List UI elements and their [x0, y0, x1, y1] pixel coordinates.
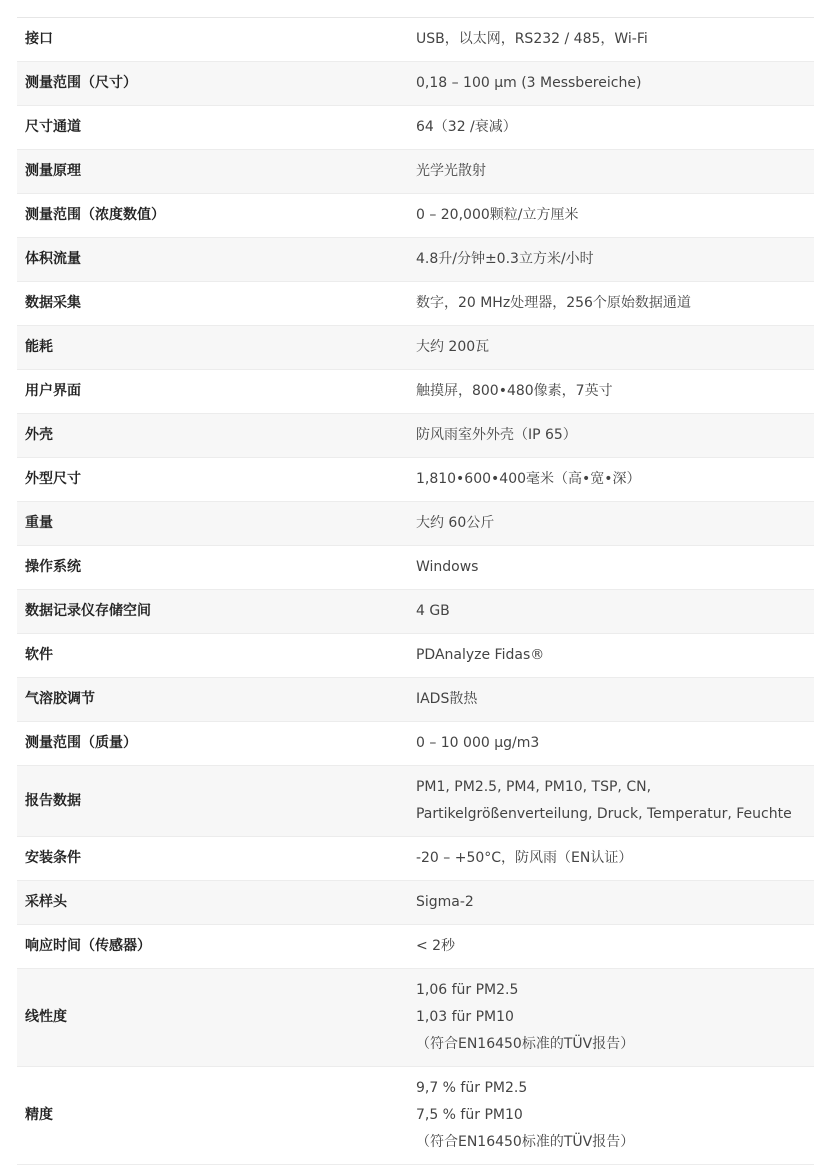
- spec-value: [408, 881, 814, 925]
- spec-row: [17, 326, 814, 370]
- spec-value-line: 0 – 20,000颗粒/立方厘米: [415, 207, 579, 223]
- spec-row: [17, 546, 814, 590]
- spec-label: 操作系统: [17, 546, 408, 590]
- spec-value: [408, 546, 814, 590]
- spec-row: [17, 238, 814, 282]
- spec-label: 线性度: [17, 969, 408, 1067]
- spec-label: 用户界面: [17, 370, 408, 414]
- spec-label: 数据记录仪存储空间: [17, 590, 408, 634]
- spec-row: [17, 590, 814, 634]
- spec-value: [408, 678, 814, 722]
- spec-label: 重量: [17, 502, 408, 546]
- spec-value-line: 4 GB: [415, 603, 450, 619]
- spec-label: 软件: [17, 634, 408, 678]
- spec-label: 体积流量: [17, 238, 408, 282]
- spec-value: [408, 590, 814, 634]
- spec-value-line: Windows: [415, 559, 479, 575]
- spec-value-line: 4.8升/分钟±0.3立方米/小时: [415, 251, 594, 267]
- spec-value: [408, 766, 814, 837]
- spec-label: 测量范围（质量）: [17, 722, 408, 766]
- spec-value: [408, 62, 814, 106]
- spec-value-line: 触摸屏，800•480像素，7英寸: [415, 383, 613, 399]
- spec-value-line: 0 – 10 000 µg/m3: [415, 735, 540, 751]
- spec-label: 测量范围（浓度数值）: [17, 194, 408, 238]
- spec-row: [17, 925, 814, 969]
- spec-value-line: Sigma-2: [415, 894, 474, 910]
- spec-row: [17, 678, 814, 722]
- spec-label: 外壳: [17, 414, 408, 458]
- spec-label: 采样头: [17, 881, 408, 925]
- spec-label: 尺寸通道: [17, 106, 408, 150]
- spec-table-body: [17, 18, 814, 1165]
- spec-value: [408, 194, 814, 238]
- spec-value-line: -20 – +50°C，防风雨（EN认证）: [415, 850, 633, 866]
- spec-row: [17, 370, 814, 414]
- spec-value: [408, 414, 814, 458]
- spec-value-line: （符合EN16450标准的TÜV报告）: [415, 1134, 635, 1150]
- spec-value-line: IADS散热: [415, 691, 478, 707]
- spec-row: [17, 766, 814, 837]
- spec-value: [408, 925, 814, 969]
- spec-label: 安装条件: [17, 837, 408, 881]
- spec-value-line: PM1, PM2.5, PM4, PM10, TSP, CN,: [415, 779, 652, 795]
- spec-row: [17, 881, 814, 925]
- spec-label: 响应时间（传感器）: [17, 925, 408, 969]
- spec-value-line: PDAnalyze Fidas®: [415, 647, 545, 663]
- spec-row: [17, 837, 814, 881]
- spec-value: [408, 1067, 814, 1165]
- spec-row: [17, 634, 814, 678]
- spec-label: 能耗: [17, 326, 408, 370]
- spec-row: [17, 194, 814, 238]
- spec-value-line: 光学光散射: [415, 163, 486, 179]
- spec-label: 接口: [17, 18, 408, 62]
- spec-label: 测量原理: [17, 150, 408, 194]
- spec-value-line: 1,06 für PM2.5: [415, 982, 519, 998]
- spec-row: [17, 150, 814, 194]
- spec-value: [408, 18, 814, 62]
- spec-row: [17, 969, 814, 1067]
- spec-value-line: Partikelgrößenverteilung, Druck, Temperatur, Feuchte: [415, 806, 792, 822]
- spec-value: [408, 106, 814, 150]
- spec-row: [17, 62, 814, 106]
- spec-row: [17, 1067, 814, 1165]
- spec-value-line: 防风雨室外外壳（IP 65）: [415, 427, 577, 443]
- spec-value: [408, 370, 814, 414]
- spec-value: [408, 502, 814, 546]
- spec-table: [17, 17, 814, 1165]
- spec-value: [408, 458, 814, 502]
- spec-label: 报告数据: [17, 766, 408, 837]
- spec-value: [408, 282, 814, 326]
- spec-row: [17, 106, 814, 150]
- spec-value: [408, 722, 814, 766]
- spec-row: [17, 502, 814, 546]
- spec-value-line: 7,5 % für PM10: [415, 1107, 523, 1123]
- spec-row: [17, 282, 814, 326]
- spec-value: [408, 150, 814, 194]
- spec-value: [408, 326, 814, 370]
- spec-row: [17, 458, 814, 502]
- spec-row: [17, 18, 814, 62]
- spec-label: 精度: [17, 1067, 408, 1165]
- spec-label: 测量范围（尺寸）: [17, 62, 408, 106]
- spec-value: [408, 837, 814, 881]
- spec-value-line: 1,03 für PM10: [415, 1009, 514, 1025]
- spec-value: [408, 634, 814, 678]
- spec-value-line: USB，以太网，RS232 / 485，Wi-Fi: [415, 31, 648, 47]
- spec-value-line: 9,7 % für PM2.5: [415, 1080, 528, 1096]
- spec-row: [17, 414, 814, 458]
- spec-value-line: 数字，20 MHz处理器，256个原始数据通道: [415, 295, 691, 311]
- spec-value-line: （符合EN16450标准的TÜV报告）: [415, 1036, 635, 1052]
- spec-value-line: < 2秒: [415, 938, 456, 954]
- spec-value: [408, 969, 814, 1067]
- spec-value: [408, 238, 814, 282]
- spec-value-line: 64（32 /衰减）: [415, 119, 517, 135]
- spec-value-line: 大约 200瓦: [415, 339, 490, 355]
- spec-value-line: 0,18 – 100 µm (3 Messbereiche): [415, 75, 642, 91]
- spec-value-line: 大约 60公斤: [415, 515, 495, 531]
- spec-value-line: 1,810•600•400毫米（高•宽•深）: [415, 471, 641, 487]
- spec-row: [17, 722, 814, 766]
- spec-label: 外型尺寸: [17, 458, 408, 502]
- spec-label: 数据采集: [17, 282, 408, 326]
- spec-label: 气溶胶调节: [17, 678, 408, 722]
